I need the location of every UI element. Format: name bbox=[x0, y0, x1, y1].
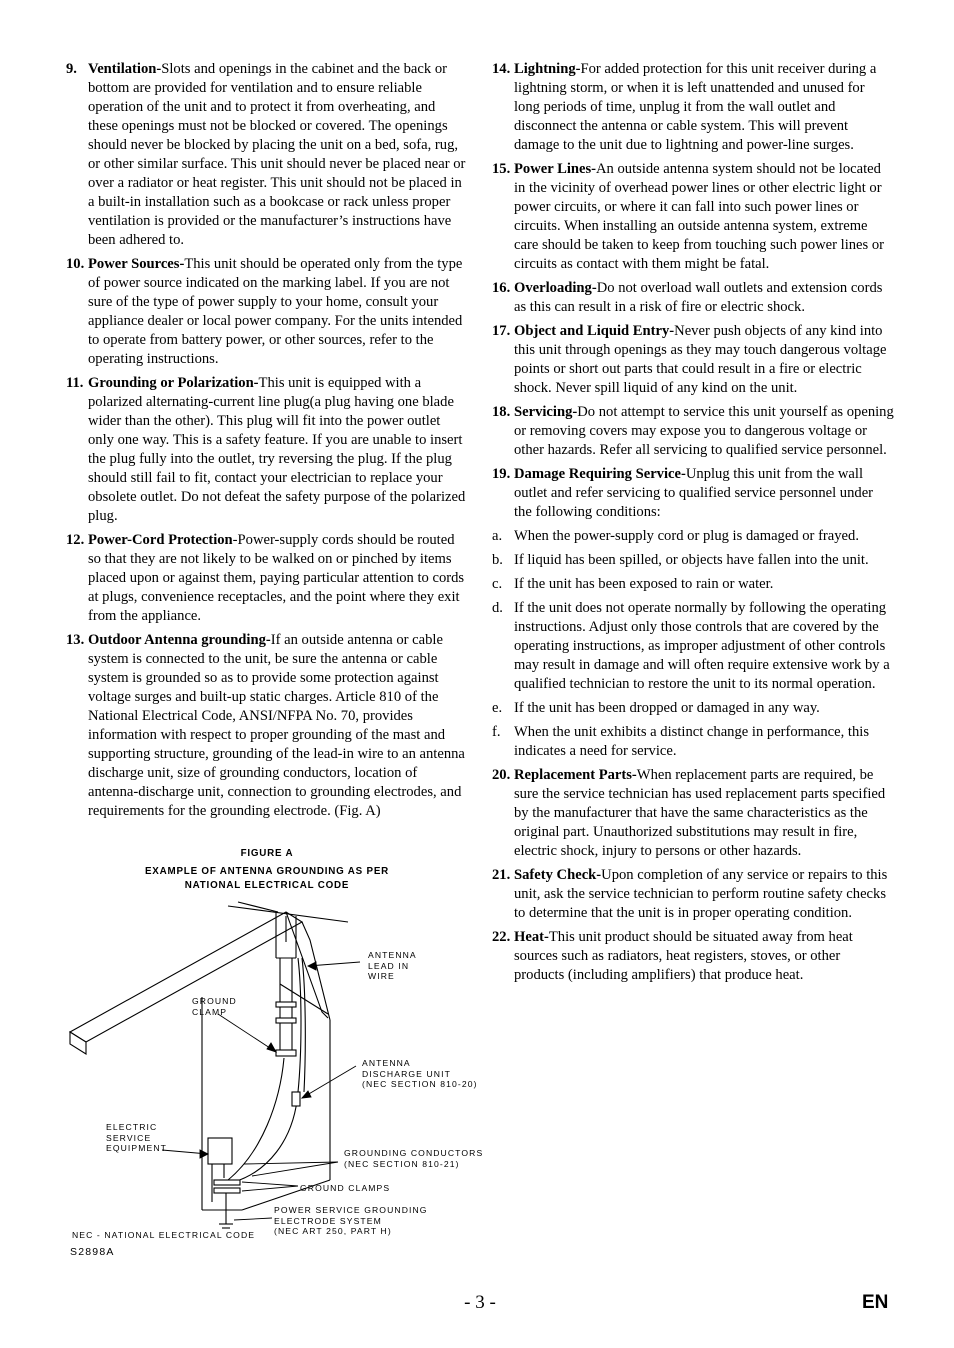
label-antenna-lead-in-wire bbox=[368, 950, 417, 982]
item-number: 11. bbox=[66, 375, 84, 391]
numbered-item bbox=[492, 766, 894, 861]
item-body: Do not overload wall outlets and extension cords as this can result in a risk of fire or electric shock. bbox=[514, 280, 883, 315]
item-body: This unit is equipped with a polarized alternating-current line plug(a plug having one blade wider than the other). This plug will fit into the power outlet only one way. This is a safety feature. If you are unable to insert the plug fully into the outlet, try reversing the plug. If the plug should still fail to fit, contact your electrician to replace your obsolete outlet. Do not defeat the safety purpose of the polarized plug. bbox=[88, 375, 466, 524]
condition-item bbox=[492, 575, 894, 594]
item-number: 19. bbox=[492, 466, 511, 482]
numbered-item bbox=[492, 465, 894, 522]
discharge-unit bbox=[292, 1092, 300, 1106]
figure-title: FIGURE A bbox=[240, 848, 294, 859]
numbered-item bbox=[66, 531, 468, 626]
item-body: Slots and openings in the cabinet and the back or bottom are provided for ventilation and to ensure reliable operation of the unit and to protect it from overheating, and these openings must not be blocked or covered. The openings should never be blocked by placing the unit on a bed, sofa, rug, or other similar surface. This unit should never be placed near or over a radiator or heat register. This unit should not be placed in a built-in installation such as a bookcase or rack unless proper ventilation is provided or the manufacturer’s instructions have been adhered to. bbox=[88, 61, 466, 248]
numbered-item bbox=[66, 60, 468, 250]
label-ground-clamps bbox=[300, 1183, 390, 1194]
item-heading: Servicing- bbox=[514, 404, 578, 420]
condition-letter: a. bbox=[492, 528, 503, 544]
item-body: Unplug this unit from the wall outlet and refer servicing to qualified service personnel under the following conditions: bbox=[514, 466, 874, 520]
label-line: NEC - NATIONAL ELECTRICAL CODE bbox=[72, 1230, 256, 1240]
item-number: 20. bbox=[492, 767, 511, 783]
item-body: -Power-supply cords should be routed so that they are not likely to be walked on or pinched by items placed upon or against them, paying particular attention to cords at plugs, convenience receptacles, and the point where they exit from the appliance. bbox=[88, 532, 465, 624]
condition-letter: c. bbox=[492, 576, 503, 592]
condition-text: When the unit exhibits a distinct change in performance, this indicates a need for service. bbox=[514, 724, 870, 759]
condition-item bbox=[492, 551, 894, 570]
label-line: GROUND CLAMPS bbox=[300, 1183, 391, 1193]
item-heading: Grounding or Polarization- bbox=[88, 375, 259, 391]
item-heading: Lightning- bbox=[514, 61, 581, 77]
label-power-service-grounding bbox=[274, 1205, 428, 1237]
condition-item bbox=[492, 723, 894, 761]
item-heading: Outdoor Antenna grounding- bbox=[88, 632, 271, 648]
label-line: LEAD IN bbox=[368, 960, 410, 971]
numbered-item bbox=[492, 60, 894, 155]
numbered-item bbox=[492, 928, 894, 985]
condition-letter: b. bbox=[492, 552, 503, 568]
numbered-item bbox=[492, 866, 894, 923]
item-body: If an outside antenna or cable system is connected to the unit, be sure the antenna or cable system is grounded so as to provide some protection against voltage surges and built-up static charges. Article 810 of the National Electrical Code, ANSI/NFPA No. 70, provides information with respect to proper grounding of the mast and supporting structure, grounding of the lead-in wire to an antenna discharge unit, size of grounding conductors, location of antenna-discharge unit, connection to grounding electrodes, and requirements for the grounding electrode. (Fig. A) bbox=[88, 632, 465, 819]
item-heading: Heat- bbox=[514, 929, 549, 945]
right-column bbox=[492, 60, 894, 990]
label-line: WIRE bbox=[368, 971, 395, 981]
item-number: 17. bbox=[492, 323, 511, 339]
numbered-item bbox=[492, 160, 894, 274]
item-body: Do not attempt to service this unit yourself as opening or removing covers may expose you to dangerous voltage or other hazards. Refer all servicing to qualified service personnel. bbox=[514, 404, 894, 458]
label-line: ANTENNA bbox=[368, 950, 417, 960]
condition-text: If liquid has been spilled, or objects have fallen into the unit. bbox=[514, 552, 869, 568]
label-ground-clamp bbox=[192, 996, 237, 1017]
label-electric-service bbox=[106, 1122, 167, 1154]
condition-item bbox=[492, 699, 894, 718]
condition-text: If the unit does not operate normally by following the operating instructions. Adjust only those controls that are covered by the operating instructions, as improper adjustment of other controls may result in damage and will often require extensive work by a qualified technician to restore the unit to its normal operation. bbox=[514, 600, 890, 692]
left-item-list bbox=[66, 60, 468, 821]
item-number: 22. bbox=[492, 929, 511, 945]
condition-item bbox=[492, 599, 894, 694]
item-heading: Power Sources- bbox=[88, 256, 185, 272]
condition-text: If the unit has been exposed to rain or water. bbox=[514, 576, 774, 592]
label-line: DISCHARGE UNIT bbox=[362, 1068, 451, 1079]
label-line: (NEC SECTION 810-21) bbox=[344, 1158, 460, 1169]
condition-letter: e. bbox=[492, 700, 503, 716]
figure-subtitle: EXAMPLE OF ANTENNA GROUNDING AS PER bbox=[144, 866, 390, 877]
numbered-item bbox=[492, 279, 894, 317]
condition-list bbox=[492, 527, 894, 761]
item-heading: Power Lines- bbox=[514, 161, 597, 177]
right-item-list bbox=[492, 60, 894, 522]
item-number: 12. bbox=[66, 532, 85, 548]
item-body: For added protection for this unit receiver during a lightning storm, or when it is left unattended and unused for long periods of time, unplug it from the wall outlet and disconnect the antenna or cable system. This will prevent damage to the unit due to lightning and power-line surges. bbox=[514, 61, 877, 153]
item-heading: Damage Requiring Service- bbox=[514, 466, 686, 482]
label-nec-note bbox=[72, 1230, 255, 1241]
numbered-item bbox=[66, 374, 468, 526]
item-heading: Safety Check- bbox=[514, 867, 602, 883]
condition-item bbox=[492, 527, 894, 546]
item-heading: Replacement Parts- bbox=[514, 767, 637, 783]
label-line: (NEC ART 250, PART H) bbox=[274, 1226, 392, 1236]
label-line: EQUIPMENT bbox=[106, 1143, 167, 1153]
item-number: 14. bbox=[492, 61, 511, 77]
label-line: POWER SERVICE GROUNDING bbox=[274, 1205, 428, 1215]
label-line: ANTENNA bbox=[362, 1058, 411, 1068]
label-line: ELECTRODE SYSTEM bbox=[274, 1215, 382, 1226]
item-number: 16. bbox=[492, 280, 511, 296]
condition-letter: d. bbox=[492, 600, 503, 616]
label-line: SERVICE bbox=[106, 1132, 152, 1143]
left-column bbox=[66, 60, 468, 826]
item-heading: Ventilation- bbox=[88, 61, 162, 77]
language-code: EN bbox=[862, 1292, 889, 1313]
item-body: This unit should be operated only from the type of power source indicated on the marking label. If you are not sure of the type of power supply to your home, consult your appliance dealer or local power company. For the units intended to operate from battery power, or other sources, refer to the operating instructions. bbox=[88, 256, 463, 367]
item-number: 10. bbox=[66, 256, 85, 272]
ground-clamps-at-rod bbox=[214, 1180, 240, 1228]
condition-text: When the power-supply cord or plug is damaged or frayed. bbox=[514, 528, 859, 544]
numbered-item bbox=[66, 255, 468, 369]
item-heading: Power-Cord Protection bbox=[88, 532, 233, 548]
label-line: ELECTRIC bbox=[106, 1122, 158, 1132]
item-heading: Overloading- bbox=[514, 280, 597, 296]
mast-clamps bbox=[276, 1002, 296, 1056]
numbered-item bbox=[66, 631, 468, 821]
numbered-item bbox=[492, 403, 894, 460]
label-grounding-conductors bbox=[344, 1148, 483, 1169]
antenna-grounding-diagram bbox=[66, 842, 468, 1262]
item-number: 15. bbox=[492, 161, 511, 177]
item-number: 9. bbox=[66, 61, 77, 77]
item-number: 21. bbox=[492, 867, 511, 883]
label-line: GROUNDING CONDUCTORS bbox=[344, 1148, 484, 1158]
lead-in-wire bbox=[228, 958, 305, 1182]
item-heading: Object and Liquid Entry- bbox=[514, 323, 675, 339]
item-body: This unit product should be situated away from heat sources such as radiators, heat registers, stoves, or other products (including amplifiers) that produce heat. bbox=[514, 929, 853, 983]
item-number: 13. bbox=[66, 632, 85, 648]
right-item-list-continued bbox=[492, 766, 894, 985]
item-number: 18. bbox=[492, 404, 511, 420]
label-line: CLAMP bbox=[192, 1006, 228, 1017]
figure-code: S2898A bbox=[70, 1246, 115, 1258]
label-line: GROUND bbox=[192, 996, 237, 1006]
condition-text: If the unit has been dropped or damaged in any way. bbox=[514, 700, 820, 716]
item-body: When replacement parts are required, be sure the service technician has used replacement parts specified by the manufacturer that have the same characteristics as the original part. Unauthorized substitutions may result in fire, electric shock, injury to persons or other hazards. bbox=[514, 767, 886, 859]
figure-a bbox=[66, 842, 484, 1262]
figure-subtitle-2: NATIONAL ELECTRICAL CODE bbox=[184, 880, 350, 891]
house-outline bbox=[70, 912, 330, 1210]
item-body: An outside antenna system should not be located in the vicinity of overhead power lines or other electric light or power circuits, or where it can fall into such power lines or circuits. When installing an outside antenna system, extreme care should be taken to keep from touching such power lines or circuits as contact with them might be fatal. bbox=[514, 161, 885, 272]
label-line: (NEC SECTION 810-20) bbox=[362, 1079, 478, 1089]
page-number: - 3 - bbox=[464, 1292, 496, 1313]
item-body: Upon completion of any service or repairs to this unit, ask the service technician to perform routine safety checks to determine that the unit is in proper operating condition. bbox=[514, 867, 888, 921]
condition-letter: f. bbox=[492, 724, 501, 740]
item-body: Never push objects of any kind into this unit through openings as they may touch dangerous voltage points or short out parts that could result in a fire or electric shock. Never spill liquid of any kind on the unit. bbox=[514, 323, 887, 396]
label-discharge-unit bbox=[362, 1058, 478, 1090]
numbered-item bbox=[492, 322, 894, 398]
